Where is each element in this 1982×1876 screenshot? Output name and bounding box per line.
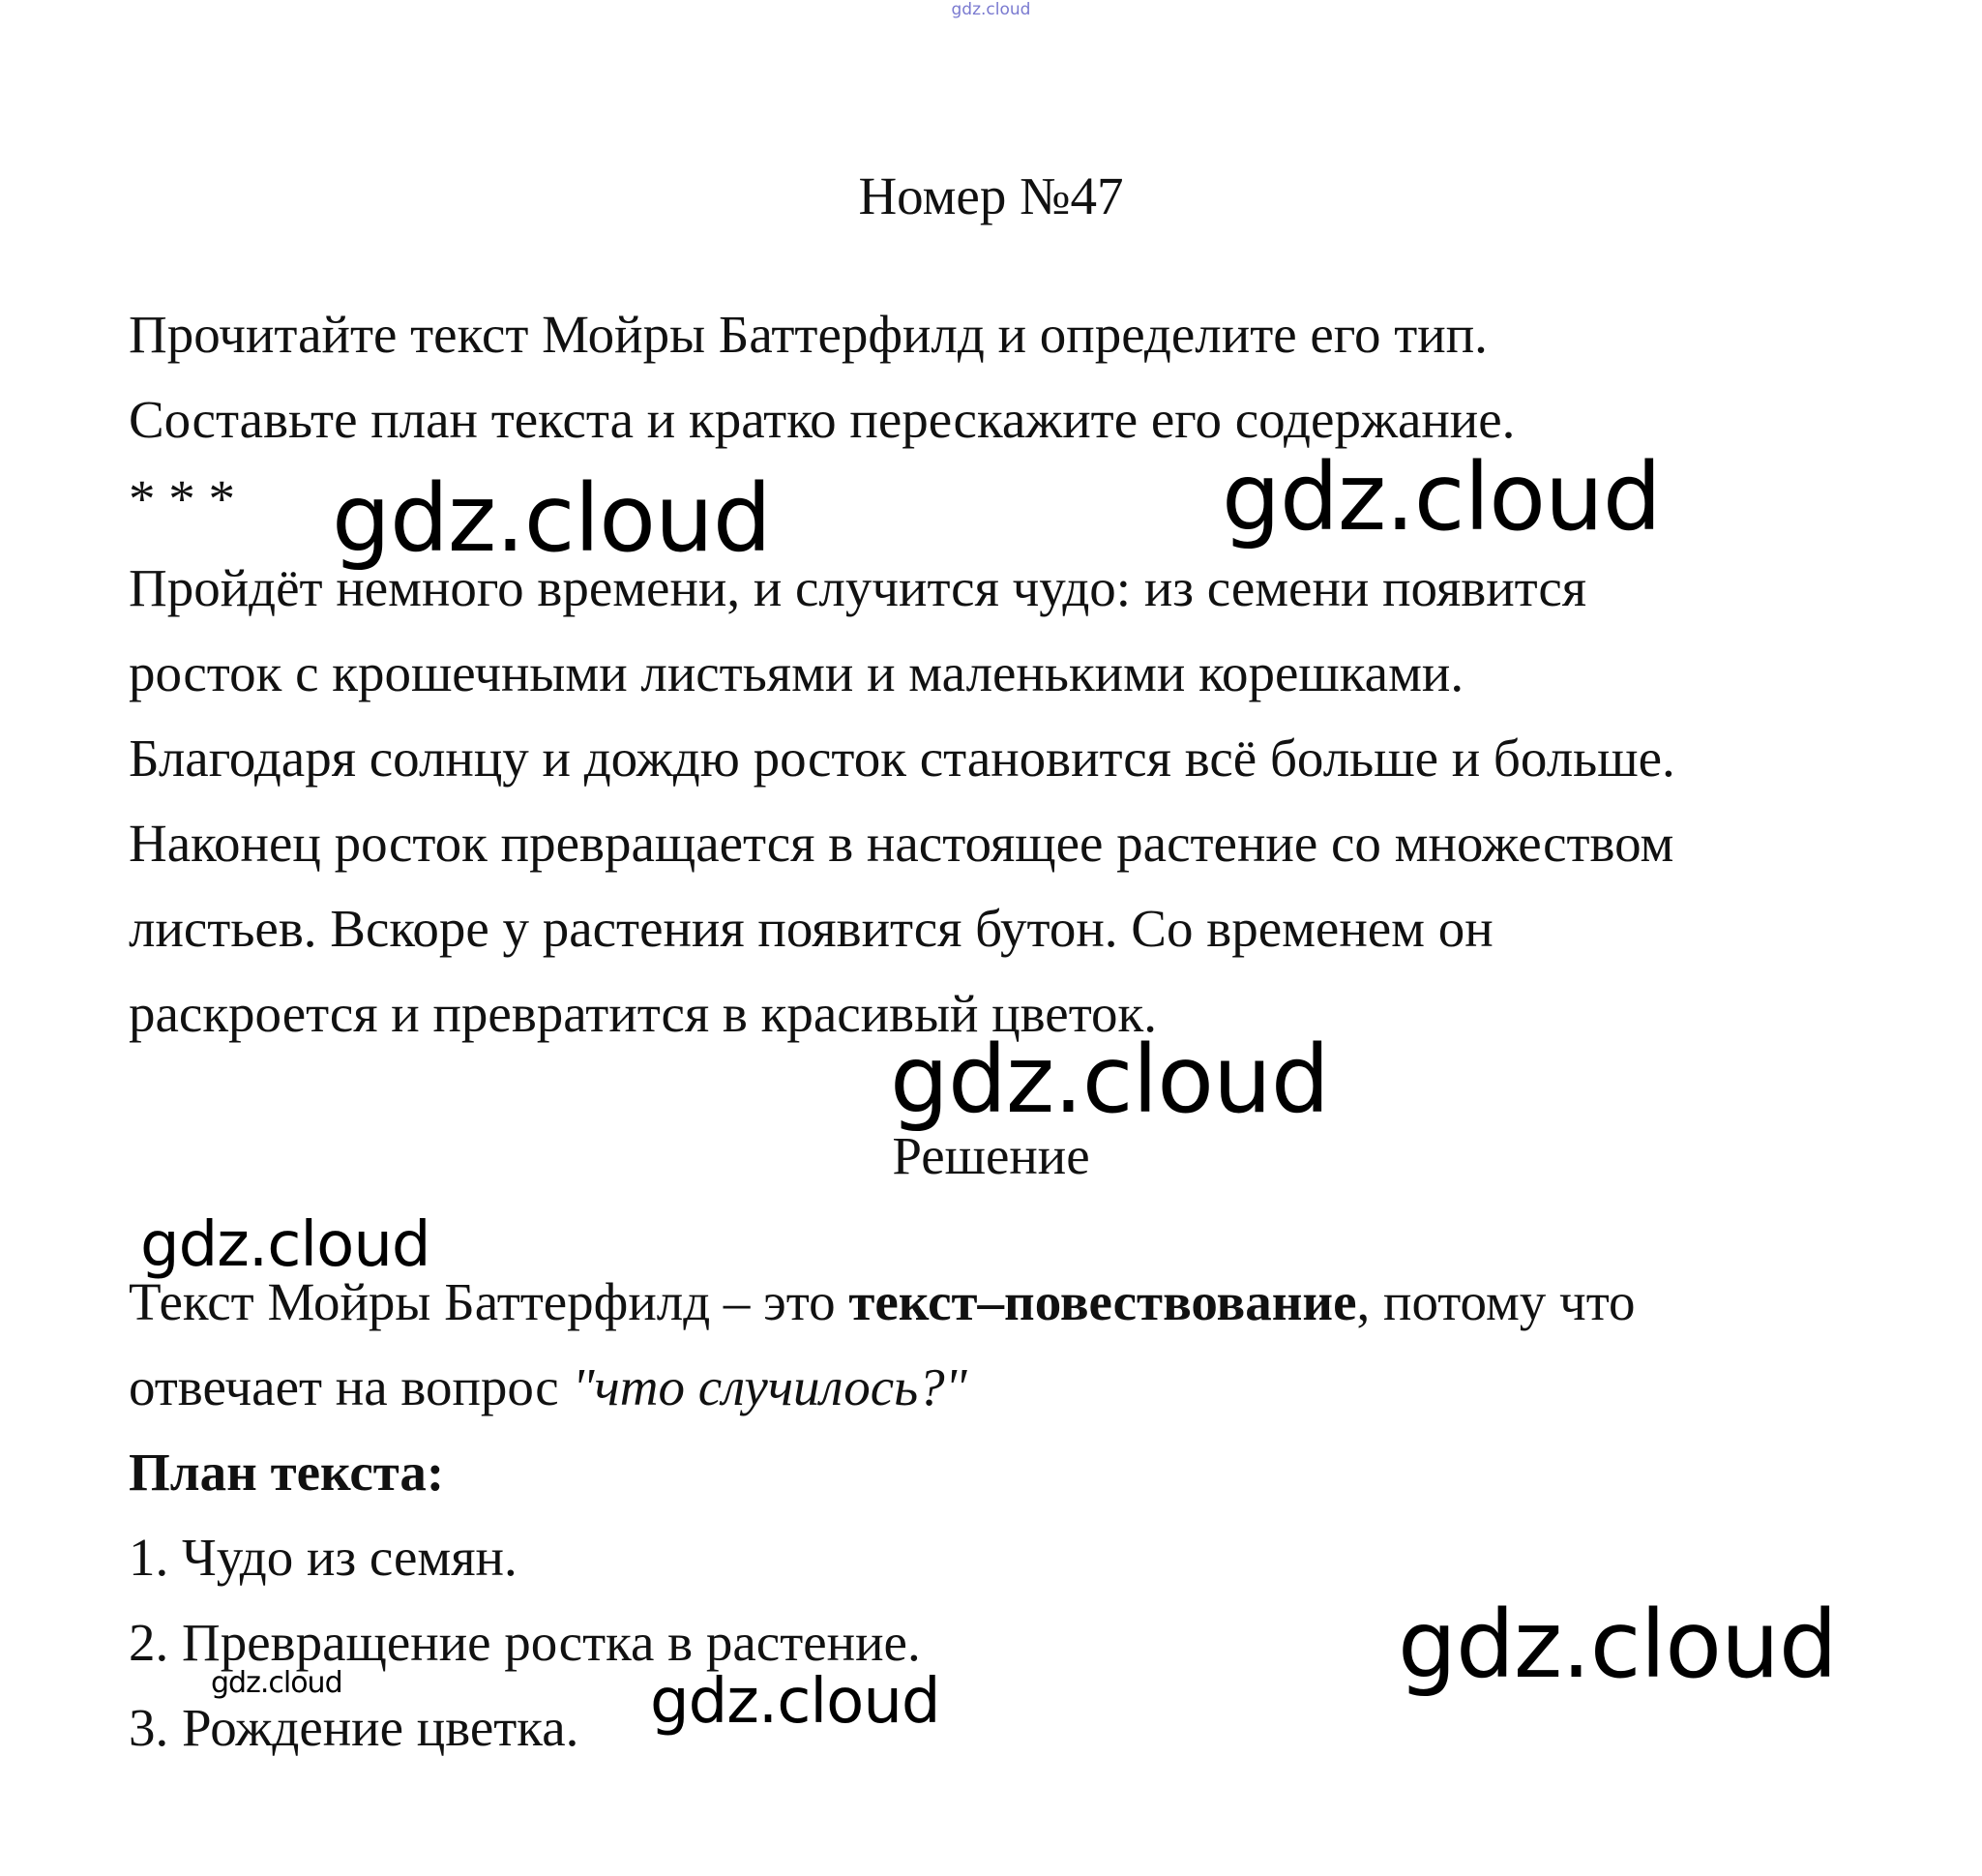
- plan-heading: План текста:: [129, 1443, 445, 1502]
- page-title: Номер №47: [858, 166, 1124, 225]
- watermark: gdz.cloud: [140, 1209, 430, 1281]
- passage-line-1: Пройдёт немного времени, и случится чудо: из семени появится: [129, 558, 1587, 617]
- answer-type-bold: текст–повествование: [848, 1272, 1357, 1331]
- plan-item-1: 1. Чудо из семян.: [129, 1528, 518, 1587]
- watermark: gdz.cloud: [890, 1026, 1329, 1134]
- solution-heading: Решение: [892, 1126, 1090, 1185]
- watermark-top: gdz.cloud: [951, 0, 1031, 19]
- plan-item-3: 3. Рождение цветка.: [129, 1698, 579, 1757]
- watermark: gdz.cloud: [211, 1666, 342, 1700]
- plan-item-2: 2. Превращение ростка в растение.: [129, 1613, 921, 1672]
- task-line-2: Составьте план текста и кратко перескажите его содержание.: [129, 390, 1516, 449]
- answer-text-end: , потому что: [1356, 1272, 1636, 1331]
- answer-text: Текст Мойры Баттерфилд – это: [129, 1272, 849, 1331]
- passage-line-4: Наконец росток превращается в настоящее растение со множеством: [129, 814, 1674, 873]
- answer-line-2: [129, 1355, 967, 1419]
- answer-question-italic: "что случилось?": [572, 1357, 967, 1416]
- passage-line-5: листьев. Вскоре у растения появится бутон. Со временем он: [129, 899, 1494, 958]
- task-line-1: Прочитайте текст Мойры Баттерфилд и определите его тип.: [129, 305, 1488, 364]
- watermark: gdz.cloud: [1398, 1591, 1837, 1699]
- watermark: gdz.cloud: [332, 464, 771, 573]
- passage-line-2: росток с крошечными листьями и маленькими корешками.: [129, 643, 1464, 702]
- watermark: gdz.cloud: [650, 1666, 940, 1738]
- watermark: gdz.cloud: [1222, 443, 1661, 551]
- passage-line-3: Благодаря солнцу и дождю росток становится всё больше и больше.: [129, 729, 1675, 788]
- answer-question-intro: отвечает на вопрос: [129, 1357, 573, 1416]
- separator: * * *: [129, 469, 235, 528]
- passage-line-6: раскроется и превратится в красивый цветок.: [129, 984, 1157, 1043]
